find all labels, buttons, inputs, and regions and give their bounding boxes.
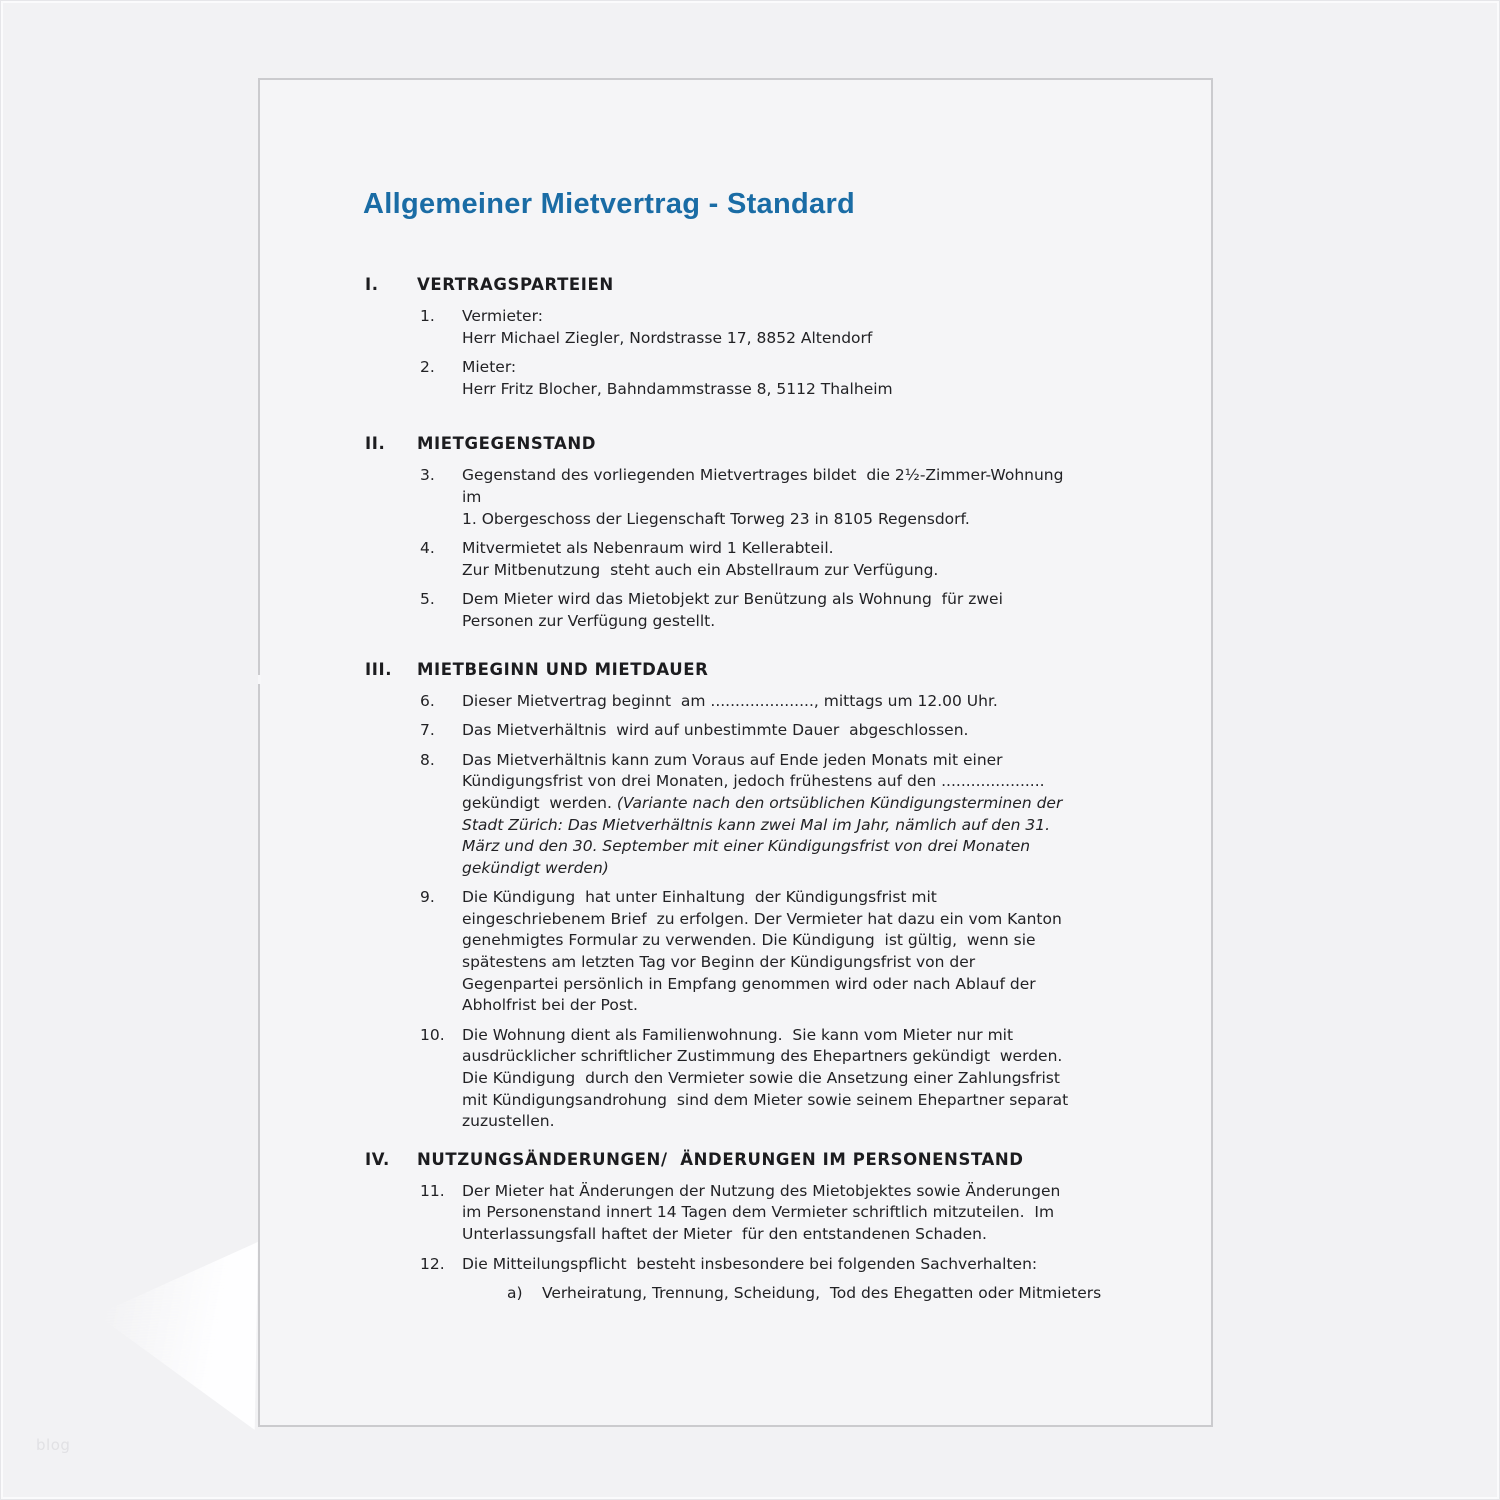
section-title: MIETBEGINN UND MIETDAUER bbox=[417, 659, 709, 679]
clause-text-line: Der Mieter hat Änderungen der Nutzung des Mietobjektes sowie Änderungen bbox=[462, 1181, 1061, 1200]
contract-clause bbox=[420, 720, 1211, 742]
section-numeral: I. bbox=[365, 275, 379, 294]
clause-body bbox=[462, 465, 1110, 530]
sub-clause-text: Verheiratung, Trennung, Scheidung, Tod des Ehegatten oder Mitmieters bbox=[542, 1284, 1102, 1303]
clause-number: 11. bbox=[420, 1181, 445, 1200]
clause-body bbox=[462, 589, 1110, 632]
section-numeral: III. bbox=[365, 659, 393, 679]
clause-number: 9. bbox=[420, 888, 435, 907]
section-mietbeginn bbox=[365, 659, 1211, 1133]
clause-text-line: spätestens am letzten Tag vor Beginn der Kündigungsfrist von der bbox=[462, 953, 976, 972]
clause-text-line: Personen zur Verfügung gestellt. bbox=[462, 611, 716, 630]
clause-text-line: Die Kündigung hat unter Einhaltung der Kündigungsfrist mit bbox=[462, 888, 937, 907]
section-nutzungsaenderungen bbox=[365, 1149, 1211, 1305]
clause-text-line: im Personenstand innert 14 Tagen dem Vermieter schriftlich mitzuteilen. Im bbox=[462, 1203, 1055, 1222]
clause-text-line: Herr Michael Ziegler, Nordstrasse 17, 8852 Altendorf bbox=[462, 328, 873, 347]
clause-text-line: Gegenstand des vorliegenden Mietvertrages bildet die 2½-Zimmer-Wohnung bbox=[462, 466, 1064, 485]
clause-text-line-mixed bbox=[462, 793, 1110, 815]
clause-number: 8. bbox=[420, 750, 435, 769]
clause-number: 12. bbox=[420, 1254, 445, 1273]
contract-clause bbox=[420, 1254, 1211, 1305]
section-vertragsparteien bbox=[365, 274, 1211, 400]
clause-text-line: mit Kündigungsandrohung sind dem Mieter sowie seinem Ehepartner separat bbox=[462, 1090, 1069, 1109]
watermark-label: blog bbox=[36, 1436, 71, 1454]
clause-body bbox=[462, 306, 1110, 349]
clause-text-line: ausdrücklicher schriftlicher Zustimmung des Ehepartners gekündigt werden. bbox=[462, 1047, 1063, 1066]
clause-body bbox=[462, 1025, 1110, 1133]
section-title: VERTRAGSPARTEIEN bbox=[417, 275, 614, 294]
clause-body bbox=[462, 357, 1110, 400]
section-heading bbox=[365, 274, 1211, 296]
clause-text-italic-line: gekündigt werden) bbox=[462, 858, 609, 877]
clause-text-line: Mitvermietet als Nebenraum wird 1 Kellerabteil. bbox=[462, 539, 834, 558]
sub-clause bbox=[507, 1283, 1110, 1305]
clause-text-line: genehmigtes Formular zu verwenden. Die Kündigung ist gültig, wenn sie bbox=[462, 931, 1036, 950]
clause-number: 1. bbox=[420, 307, 435, 325]
contract-clause bbox=[420, 306, 1211, 349]
clause-body bbox=[462, 750, 1110, 880]
contract-clause bbox=[420, 1025, 1211, 1133]
contract-clause bbox=[420, 465, 1211, 530]
section-mietgegenstand bbox=[365, 433, 1211, 632]
section-heading bbox=[365, 1149, 1211, 1171]
document-page bbox=[258, 78, 1213, 1427]
contract-clause bbox=[420, 887, 1211, 1017]
clause-text-line: Die Mitteilungspflicht besteht insbesondere bei folgenden Sachverhalten: bbox=[462, 1254, 1038, 1273]
contract-clause bbox=[420, 538, 1211, 581]
section-heading bbox=[365, 433, 1211, 455]
clause-text-line: Abholfrist bei der Post. bbox=[462, 996, 638, 1015]
clause-text-line: Das Mietverhältnis wird auf unbestimmte Dauer abgeschlossen. bbox=[462, 721, 969, 740]
clause-text-line: Die Wohnung dient als Familienwohnung. Sie kann vom Mieter nur mit bbox=[462, 1025, 1014, 1044]
clause-body bbox=[462, 1254, 1110, 1305]
section-title: MIETGEGENSTAND bbox=[417, 434, 597, 454]
clause-number: 6. bbox=[420, 691, 435, 710]
clause-text-line: 1. Obergeschoss der Liegenschaft Torweg 23 in 8105 Regensdorf. bbox=[462, 509, 970, 528]
section-title: NUTZUNGSÄNDERUNGEN/ ÄNDERUNGEN IM PERSONENSTAND bbox=[417, 1149, 1024, 1169]
clause-text-line: zuzustellen. bbox=[462, 1112, 555, 1131]
clause-body bbox=[462, 1181, 1110, 1246]
clause-body bbox=[462, 887, 1110, 1017]
clause-text-line: Die Kündigung durch den Vermieter sowie die Ansetzung einer Zahlungsfrist bbox=[462, 1069, 1060, 1088]
clause-text-line: Unterlassungsfall haftet der Mieter für den entstandenen Schaden. bbox=[462, 1225, 987, 1243]
clause-text-line: Zur Mitbenutzung steht auch ein Abstellraum zur Verfügung. bbox=[462, 560, 939, 579]
clause-text-italic: (Variante nach den ortsüblichen Kündigungsterminen der bbox=[616, 793, 1063, 812]
clause-text-line: Herr Fritz Blocher, Bahndammstrasse 8, 5112 Thalheim bbox=[462, 379, 893, 398]
contract-clause bbox=[420, 589, 1211, 632]
clause-text-italic-line: März und den 30. September mit einer Kündigungsfrist von drei Monaten bbox=[462, 837, 1031, 856]
contract-clause bbox=[420, 691, 1211, 713]
clause-text-line: Vermieter: bbox=[462, 307, 543, 325]
clause-number: 10. bbox=[420, 1025, 445, 1044]
clause-text-line: Mieter: bbox=[462, 358, 517, 377]
clause-body bbox=[462, 720, 1110, 742]
clause-number: 3. bbox=[420, 466, 435, 485]
section-heading bbox=[365, 659, 1211, 681]
clause-text-line: eingeschriebenem Brief zu erfolgen. Der Vermieter hat dazu ein vom Kanton bbox=[462, 909, 1062, 928]
clause-number: 5. bbox=[420, 590, 435, 609]
clause-text-line: Dem Mieter wird das Mietobjekt zur Benützung als Wohnung für zwei bbox=[462, 590, 1003, 609]
clause-body bbox=[462, 691, 1110, 713]
page-corner-fold bbox=[95, 1238, 258, 1430]
clause-number: 2. bbox=[420, 358, 435, 377]
clause-text-line: Das Mietverhältnis kann zum Voraus auf Ende jeden Monats mit einer bbox=[462, 750, 1003, 769]
document-title: Allgemeiner Mietvertrag - Standard bbox=[363, 188, 856, 220]
sub-clause-letter: a) bbox=[507, 1284, 523, 1303]
clause-text-italic-line: Stadt Zürich: Das Mietverhältnis kann zwei Mal im Jahr, nämlich auf den 31. bbox=[462, 815, 1051, 834]
contract-clause bbox=[420, 1181, 1211, 1246]
clause-text-normal: gekündigt werden. bbox=[462, 793, 617, 812]
clause-text-line: Gegenpartei persönlich in Empfang genommen wird oder nach Ablauf der bbox=[462, 974, 1036, 993]
contract-clause bbox=[420, 750, 1211, 880]
clause-text-line: Kündigungsfrist von drei Monaten, jedoch frühestens auf den ..................... bbox=[462, 772, 1045, 791]
clause-number: 7. bbox=[420, 721, 435, 740]
section-numeral: II. bbox=[365, 434, 386, 454]
clause-number: 4. bbox=[420, 539, 435, 558]
contract-clause bbox=[420, 357, 1211, 400]
page-seam bbox=[258, 675, 261, 684]
clause-text-line: im bbox=[462, 487, 482, 506]
clause-text-line: Dieser Mietvertrag beginnt am ....................., mittags um 12.00 Uhr. bbox=[462, 691, 998, 710]
section-numeral: IV. bbox=[365, 1149, 390, 1169]
clause-body bbox=[462, 538, 1110, 581]
